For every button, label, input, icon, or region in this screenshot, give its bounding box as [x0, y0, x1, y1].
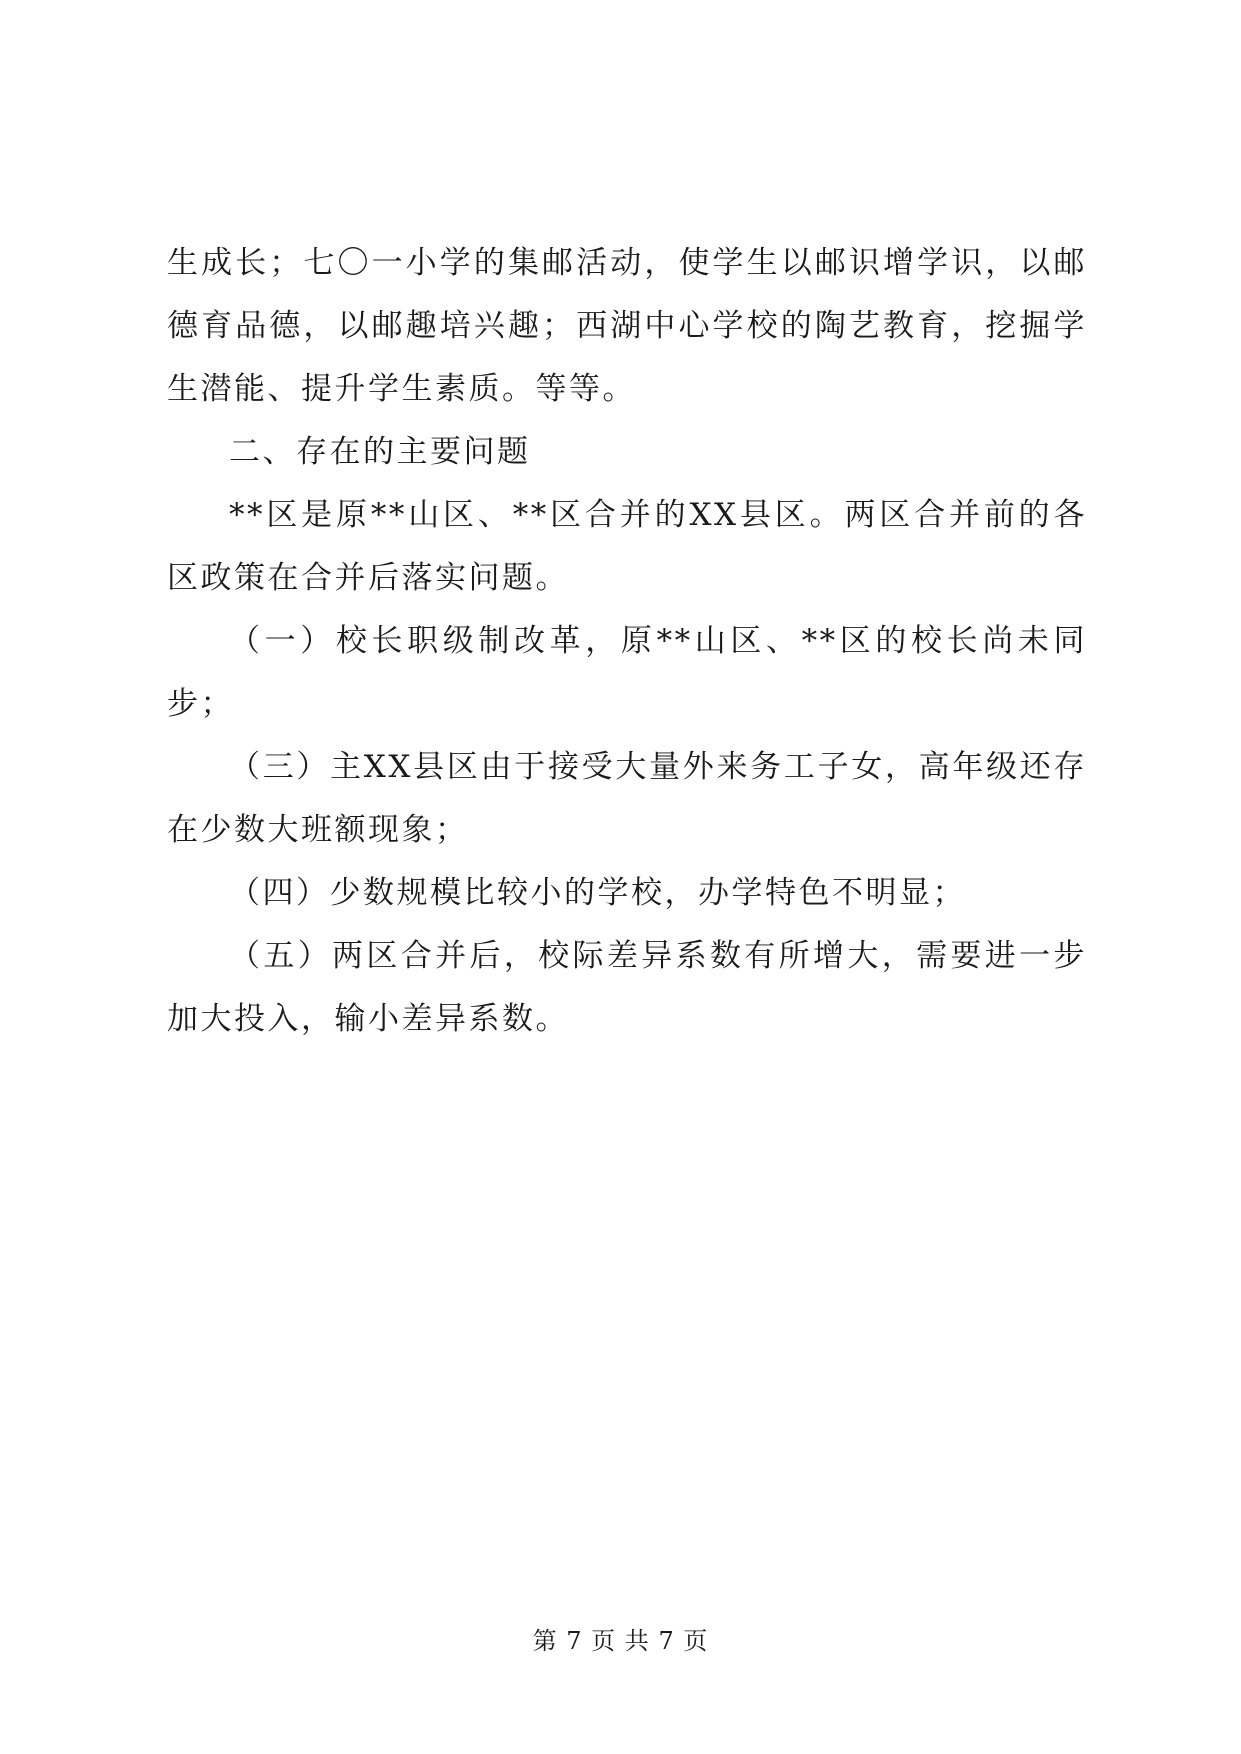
list-item-difference-coefficient: （五）两区合并后，校际差异系数有所增大，需要进一步加大投入，输小差异系数。 [167, 938, 1087, 1037]
section-heading-main-problems: 二、存在的主要问题 [229, 434, 531, 470]
page-number-footer: 第 7 页 共 7 页 [532, 1627, 709, 1655]
list-item-school-features: （四）少数规模比较小的学校，办学特色不明显； [229, 875, 966, 911]
list-item-principal-reform: （一）校长职级制改革，原**山区、**区的校长尚未同步； [167, 623, 1087, 722]
paragraph-district-merger: **区是原**山区、**区合并的XX县区。两区合并前的各区政策在合并后落实问题。 [167, 497, 1087, 596]
paragraph-continuation: 生成长；七〇一小学的集邮活动，使学生以邮识增学识，以邮德育品德，以邮趣培兴趣；西湖中心学校的陶艺教育，挖掘学生潜能、提升学生素质。等等。 [167, 245, 1087, 407]
list-item-large-class-size: （三）主XX县区由于接受大量外来务工子女，高年级还存在少数大班额现象； [167, 749, 1087, 848]
document-body [167, 232, 1087, 1051]
